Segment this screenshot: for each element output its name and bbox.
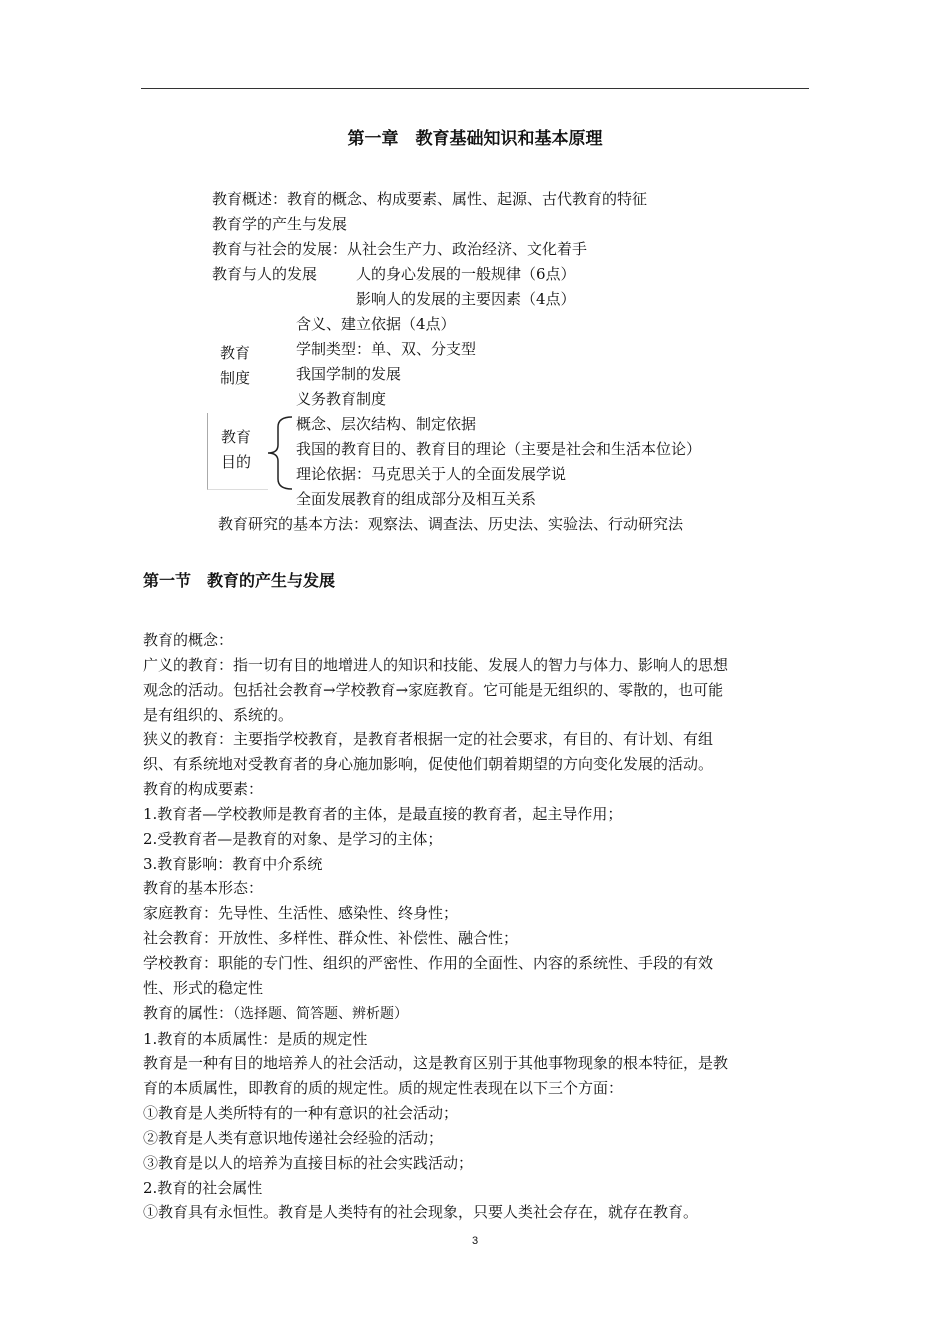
paragraph-line: 是有组织的、系统的。 xyxy=(143,705,294,724)
paragraph-line xyxy=(143,1001,809,1027)
outline-pedagogy: 教育学的产生与发展 xyxy=(212,215,348,233)
question-types-note: （选择题、简答题、辨析题） xyxy=(233,1005,409,1022)
outline-society: 教育与社会的发展：从社会生产力、政治经济、文化着手 xyxy=(212,240,588,258)
outline-human-dev-item-1: 人的身心发展的一般规律（6点） xyxy=(356,265,576,283)
paragraph-line: 3.教育影响：教育中介系统 xyxy=(143,854,323,873)
paragraph-line: 教育的基本形态： xyxy=(143,879,264,898)
paragraph-line: 教育的概念： xyxy=(143,631,234,649)
paragraph-line: ②教育是人类有意识地传递社会经验的活动； xyxy=(143,1128,444,1147)
paragraph-line: 1.教育者—学校教师是教育者的主体，是最直接的教育者，起主导作用； xyxy=(143,804,623,823)
paragraph-line: 社会教育：开放性、多样性、群众性、补偿性、融合性； xyxy=(143,929,519,948)
attributes-heading: 教育的属性： xyxy=(143,1003,234,1022)
system-label-line-2: 制度 xyxy=(220,369,251,387)
system-label xyxy=(220,341,256,391)
purpose-label-line-2: 目的 xyxy=(221,453,252,471)
system-item-3: 我国学制的发展 xyxy=(296,365,402,383)
purpose-label-line-1: 教育 xyxy=(221,428,252,446)
paragraph-line: 教育的构成要素： xyxy=(143,780,264,799)
outline-human-dev-item-2: 影响人的发展的主要因素（4点） xyxy=(356,290,576,308)
paragraph-line: 2.受教育者—是教育的对象、是学习的主体； xyxy=(143,829,443,848)
paragraph-line: 学校教育：职能的专门性、组织的严密性、作用的全面性、内容的系统性、手段的有效 xyxy=(143,953,714,972)
chapter-title: 第一章 教育基础知识和基本原理 xyxy=(347,129,603,149)
section-title: 第一节 教育的产生与发展 xyxy=(143,571,336,590)
system-item-1: 含义、建立依据（4点） xyxy=(296,315,456,333)
paragraph-line: 育的本质属性，即教育的质的规定性。质的规定性表现在以下三个方面： xyxy=(143,1079,624,1098)
paragraph-line: 观念的活动。包括社会教育→学校教育→家庭教育。它可能是无组织的、零散的，也可能 xyxy=(143,680,724,699)
paragraph-line: ①教育是人类所特有的一种有意识的社会活动； xyxy=(143,1104,459,1123)
paragraph-line: 狭义的教育：主要指学校教育，是教育者根据一定的社会要求，有目的、有计划、有组 xyxy=(143,730,714,749)
body-text xyxy=(143,628,809,1225)
system-item-2: 学制类型：单、双、分支型 xyxy=(296,340,477,358)
purpose-item-4: 全面发展教育的组成部分及相互关系 xyxy=(296,490,537,508)
header-rule xyxy=(141,88,809,89)
outline-methods: 教育研究的基本方法：观察法、调查法、历史法、实验法、行动研究法 xyxy=(218,515,684,533)
paragraph-line: 2.教育的社会属性 xyxy=(143,1178,263,1197)
paragraph-line: ①教育具有永恒性。教育是人类特有的社会现象，只要人类社会存在，就存在教育。 xyxy=(143,1203,699,1222)
page-number: 3 xyxy=(471,1235,479,1247)
paragraph-line: ③教育是以人的培养为直接目标的社会实践活动； xyxy=(143,1153,474,1172)
curly-brace-icon xyxy=(262,413,296,493)
paragraph-line: 性、形式的稳定性 xyxy=(143,978,264,997)
paragraph-line: 广义的教育：指一切有目的地增进人的知识和技能、发展人的智力与体力、影响人的思想 xyxy=(143,655,729,674)
paragraph-line: 织、有系统地对受教育者的身心施加影响，促使他们朝着期望的方向变化发展的活动。 xyxy=(143,755,714,774)
purpose-item-3: 理论依据：马克思关于人的全面发展学说 xyxy=(296,465,567,483)
outline-human-dev-label: 教育与人的发展 xyxy=(212,265,318,283)
purpose-item-1: 概念、层次结构、制定依据 xyxy=(296,415,477,433)
outline-overview: 教育概述：教育的概念、构成要素、属性、起源、古代教育的特征 xyxy=(212,190,648,208)
paragraph-line: 1.教育的本质属性：是质的规定性 xyxy=(143,1029,368,1048)
purpose-item-2: 我国的教育目的、教育目的理论（主要是社会和生活本位论） xyxy=(296,440,702,458)
purpose-label xyxy=(221,425,257,475)
system-item-4: 义务教育制度 xyxy=(296,390,387,408)
paragraph-line: 教育是一种有目的地培养人的社会活动，这是教育区别于其他事物现象的根本特征，是教 xyxy=(143,1054,729,1073)
paragraph-line: 家庭教育：先导性、生活性、感染性、终身性； xyxy=(143,904,459,923)
system-label-line-1: 教育 xyxy=(220,344,251,362)
